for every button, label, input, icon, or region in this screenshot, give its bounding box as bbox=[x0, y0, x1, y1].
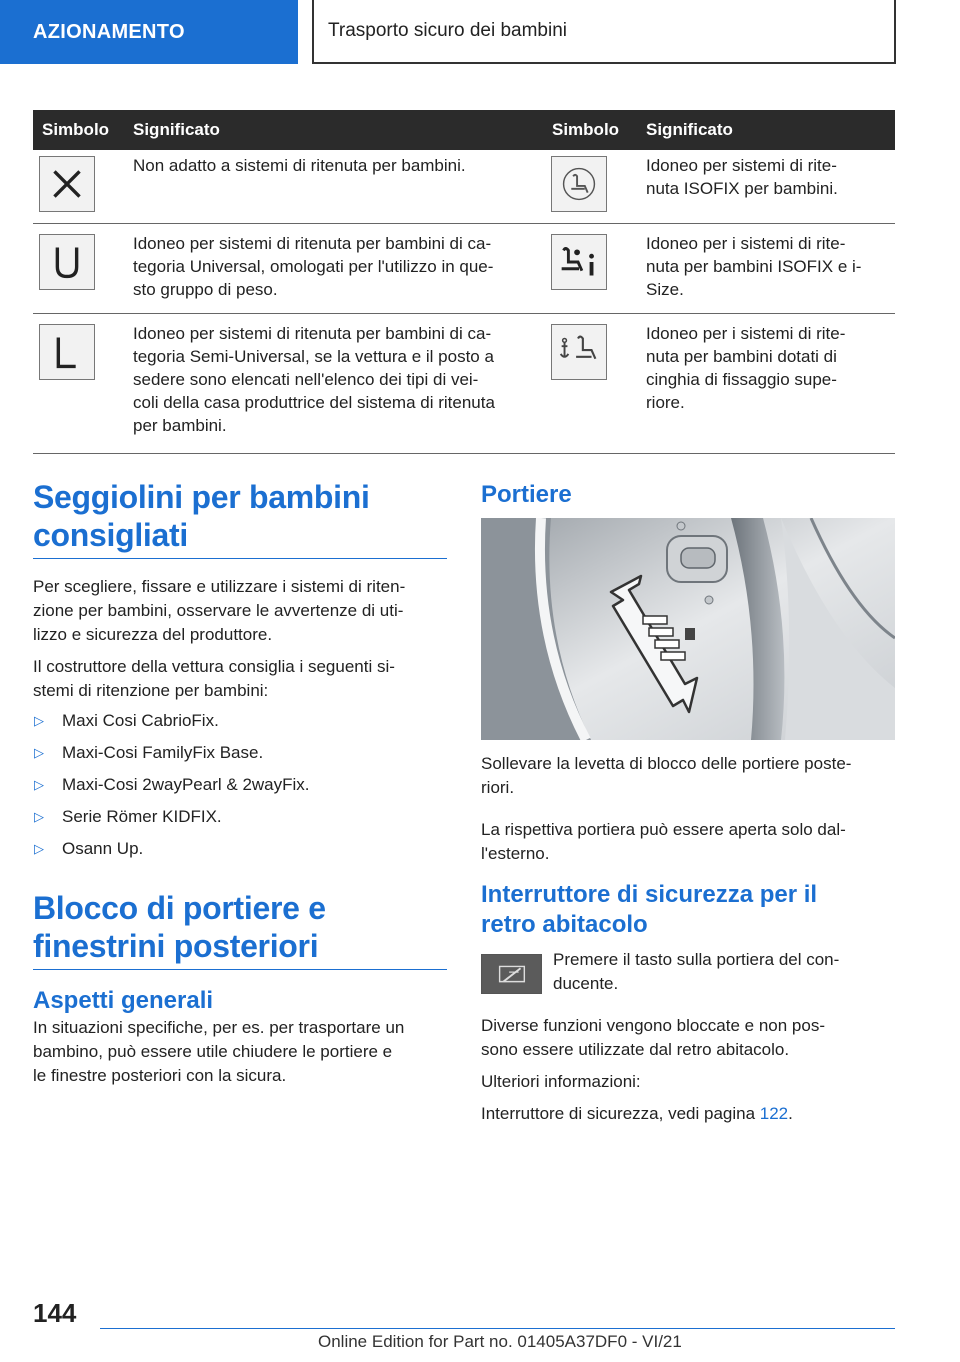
heading-general-aspects: Aspetti generali bbox=[33, 987, 214, 1014]
table-row bbox=[33, 314, 895, 454]
cross-icon bbox=[39, 156, 95, 212]
list-item: ▷ Maxi Cosi CabrioFix. bbox=[33, 709, 447, 733]
safety-switch-block bbox=[481, 950, 895, 1006]
row3-right-text: Idoneo per i sistemi di rite- nuta per bambini dotati di cinghia di fissaggio supe- riore. bbox=[646, 324, 846, 412]
footer-edition: Online Edition for Part no. 01405A37DF0 - VI/21 bbox=[318, 1332, 682, 1351]
section-tab bbox=[0, 0, 298, 64]
page-number: 144 bbox=[33, 1298, 77, 1328]
seats-intro-text: Per scegliere, fissare e utilizzare i sistemi di riten- zione per bambini, osservare le avvertenze di uti- lizzo e sicurezza del produttore. bbox=[33, 577, 406, 644]
bullet-triangle-icon: ▷ bbox=[34, 745, 44, 760]
section-label: AZIONAMENTO bbox=[33, 20, 185, 43]
table-row bbox=[33, 224, 895, 314]
more-info-label: Ulteriori informazioni: bbox=[481, 1072, 641, 1091]
bullet-triangle-icon: ▷ bbox=[34, 809, 44, 824]
heading-lock-block bbox=[33, 889, 447, 970]
list-item: ▷ Serie Römer KIDFIX. bbox=[33, 805, 447, 829]
header-meaning-2: Significato bbox=[646, 120, 733, 139]
tether-seat-icon bbox=[551, 324, 607, 380]
seat-list bbox=[33, 709, 447, 861]
list-item: ▷ Maxi-Cosi 2wayPearl & 2wayFix. bbox=[33, 773, 447, 797]
heading-recommended-seats: Seggiolini per bambini consigliati bbox=[33, 479, 370, 553]
isize-seat-icon bbox=[551, 234, 607, 290]
bullet-triangle-icon: ▷ bbox=[34, 841, 44, 856]
page-link[interactable]: 122 bbox=[759, 1104, 789, 1123]
heading-door-window-lock: Blocco di portiere e finestrini posteriori bbox=[33, 890, 326, 964]
doors-text-1: Sollevare la levetta di blocco delle portiere poste- riori. bbox=[481, 754, 852, 797]
header-symbol-2: Simbolo bbox=[552, 120, 620, 139]
general-aspects-text: In situazioni specifiche, per es. per trasportare un bambino, può essere utile chiudere le portiere e le finestre posteriori con la sicura. bbox=[33, 1018, 405, 1085]
seats-recommend-text: Il costruttore della vettura consiglia i seguenti si- stemi di ritenzione per bambini: bbox=[33, 657, 395, 700]
safety-switch-text: Premere il tasto sulla portiera del con- ducente. bbox=[553, 950, 840, 993]
heading-seats-block bbox=[33, 478, 447, 559]
row3-left-text: Idoneo per sistemi di ritenuta per bambini di ca- tegoria Semi-Universal, se la vettura e il posto a sedere sono elencati nell'elenco dei tipi di vei- coli della casa produttrice del sistema di ritenuta per bambini. bbox=[133, 324, 495, 435]
table-header bbox=[33, 110, 895, 150]
bullet-triangle-icon: ▷ bbox=[34, 713, 44, 728]
letter-l-icon bbox=[39, 324, 95, 380]
chapter-title-box bbox=[312, 0, 896, 64]
chapter-title: Trasporto sicuro dei bambini bbox=[328, 20, 568, 41]
bullet-triangle-icon: ▷ bbox=[34, 777, 44, 792]
doors-text-2: La rispettiva portiera può essere aperta solo dal- l'esterno. bbox=[481, 820, 846, 863]
letter-u-icon bbox=[39, 234, 95, 290]
rear-lock-switch-icon bbox=[481, 954, 542, 994]
row2-left-text: Idoneo per sistemi di ritenuta per bambini di ca- tegoria Universal, omologati per l'utilizzo in que- sto gruppo di peso. bbox=[133, 234, 494, 299]
see-page-text: Interruttore di sicurezza, vedi pagina 122. bbox=[481, 1104, 793, 1123]
row2-right-text: Idoneo per i sistemi di rite- nuta per bambini ISOFIX e i- Size. bbox=[646, 234, 862, 299]
safety-switch-effect-text: Diverse funzioni vengono bloccate e non pos- sono essere utilizzate dal retro abitacolo. bbox=[481, 1016, 825, 1059]
list-item: ▷ Maxi-Cosi FamilyFix Base. bbox=[33, 741, 447, 765]
left-column bbox=[33, 478, 447, 1088]
row1-right-text: Idoneo per sistemi di rite- nuta ISOFIX per bambini. bbox=[646, 156, 838, 198]
header-symbol-1: Simbolo bbox=[42, 120, 110, 139]
list-item: ▷ Osann Up. bbox=[33, 837, 447, 861]
footer-rule bbox=[100, 1328, 895, 1329]
door-lock-lever-illustration bbox=[481, 518, 895, 740]
right-column bbox=[481, 478, 895, 1126]
isofix-seat-icon bbox=[551, 156, 607, 212]
heading-safety-switch: Interruttore di sicurezza per il retro abitacolo bbox=[481, 881, 818, 938]
header-meaning-1: Significato bbox=[133, 120, 220, 139]
row1-left-text: Non adatto a sistemi di ritenuta per bambini. bbox=[133, 156, 466, 175]
symbol-table bbox=[33, 110, 895, 454]
heading-doors: Portiere bbox=[481, 481, 572, 508]
table-row bbox=[33, 150, 895, 224]
